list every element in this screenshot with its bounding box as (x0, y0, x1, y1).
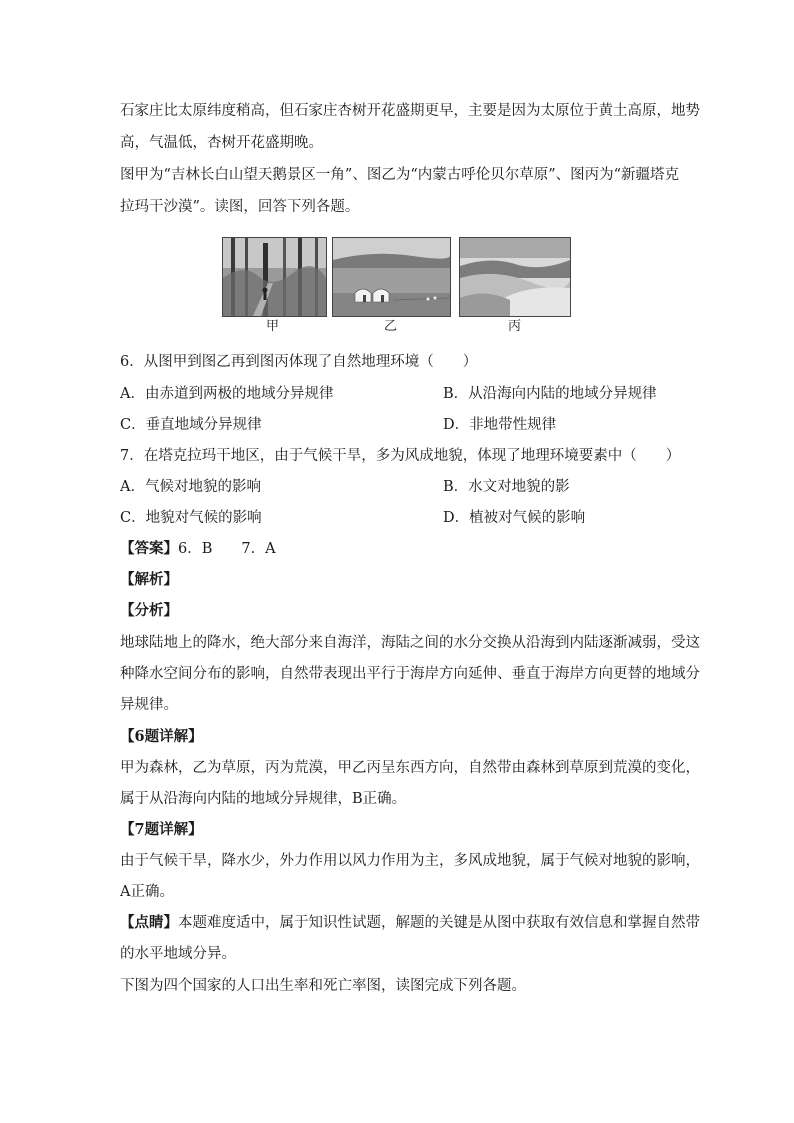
detail-7-line-1: 由于气候干旱，降水少，外力作用以风力作用为主，多风成地貌，属于气候对地貌的影响， (120, 853, 700, 869)
question-6-option-d: D．非地带性规律 (443, 417, 557, 433)
next-question-intro: 下图为四个国家的人口出生率和死亡率图，读图完成下列各题。 (120, 978, 526, 994)
forest-photo (222, 237, 327, 317)
caption-yi: 乙 (384, 319, 398, 334)
dianjing-line-1 (120, 913, 700, 933)
analysis-line-3: 异规律。 (120, 697, 178, 713)
detail-6-line-1: 甲为森林，乙为草原，丙为荒漠，甲乙丙呈东西方向，自然带由森林到草原到荒漠的变化， (120, 760, 700, 776)
question-7-option-d: D．植被对气候的影响 (443, 510, 586, 526)
jiexi-heading: 【解析】 (120, 571, 178, 588)
question-6-option-c: C．垂直地域分异规律 (120, 417, 262, 433)
caption-bing: 丙 (508, 319, 522, 334)
question-6-stem: 6．从图甲到图乙再到图丙体现了自然地理环境（ ） (120, 354, 478, 370)
question-7-stem: 7．在塔克拉玛干地区，由于气候干旱，多为风成地貌，体现了地理环境要素中（ ） (120, 448, 681, 464)
detail-7-line-2: A正确。 (120, 884, 174, 900)
caption-jia: 甲 (266, 319, 280, 334)
intro-line-3: 图甲为“吉林长白山望天鹅景区一角”、图乙为“内蒙古呼伦贝尔草原”、图丙为“新疆塔克 (120, 167, 680, 183)
intro-line-2: 高，气温低，杏树开花盛期晚。 (120, 135, 323, 151)
question-7-option-a: A．气候对地貌的影响 (120, 479, 261, 495)
grassland-photo (332, 237, 451, 317)
answer-line (120, 539, 276, 559)
dianjing-text: 本题难度适中，属于知识性试题，解题的关键是从图中获取有效信息和掌握自然带 (178, 915, 700, 931)
dianjing-label: 【点睛】 (120, 914, 178, 931)
dianjing-line-2: 的水平地域分异。 (120, 946, 236, 962)
intro-line-4: 拉玛干沙漠”。读图，回答下列各题。 (120, 199, 360, 215)
fenxi-heading: 【分析】 (120, 602, 178, 619)
question-7-option-c: C．地貌对气候的影响 (120, 510, 262, 526)
detail-6-heading: 【6题详解】 (120, 728, 203, 745)
analysis-line-2: 种降水空间分布的影响，自然带表现出平行于海岸方向延伸、垂直于海岸方向更替的地域分 (120, 666, 700, 682)
question-6-option-a: A．由赤道到两极的地域分异规律 (120, 386, 334, 402)
question-6-option-b: B．从沿海向内陆的地域分异规律 (443, 386, 657, 402)
detail-7-heading: 【7题详解】 (120, 821, 203, 838)
answer-text: 6．B 7．A (178, 541, 276, 557)
analysis-line-1: 地球陆地上的降水，绝大部分来自海洋，海陆之间的水分交换从沿海到内陆逐渐减弱，受这 (120, 635, 700, 651)
question-7-option-b: B．水文对地貌的影 (443, 479, 570, 495)
desert-photo (459, 237, 571, 317)
detail-6-line-2: 属于从沿海向内陆的地域分异规律，B正确。 (120, 791, 407, 807)
intro-line-1: 石家庄比太原纬度稍高，但石家庄杏树开花盛期更早，主要是因为太原位于黄土高原，地势 (120, 103, 700, 119)
answer-label: 【答案】 (120, 540, 178, 557)
